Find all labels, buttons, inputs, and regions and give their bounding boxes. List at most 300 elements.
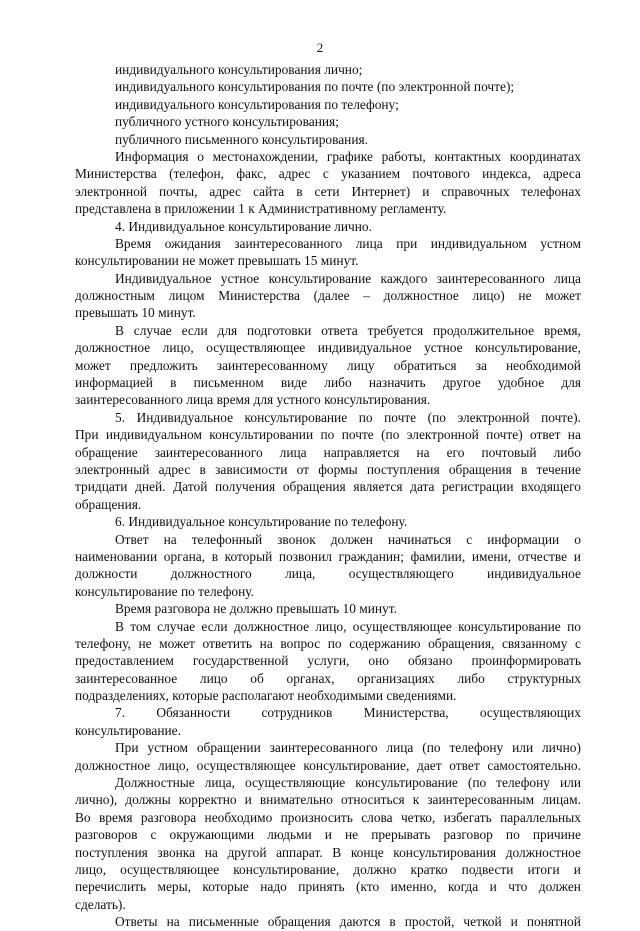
word: осуществляющее [206,340,306,356]
word: должностного [170,566,252,582]
word: должно [353,861,397,877]
word: органах, [286,670,335,686]
word: Министерства, [363,705,449,721]
word: предложить [129,357,198,373]
word: направляется [323,444,400,460]
word: При [75,427,99,443]
word: информацией [75,375,153,391]
word: гражданин; [338,548,404,564]
text-line: публичного письменного консультирования. [115,131,369,147]
word: предоставлением [75,653,174,669]
word: лицо) [472,288,505,304]
word: – [363,288,370,304]
word: заинтересованного [234,235,343,251]
word: по [358,409,373,425]
text-line [75,148,581,165]
word: услуги, [307,653,350,669]
word: четко, [400,809,436,825]
text-line [75,548,581,565]
word: подвести [461,861,514,877]
word: меры, [157,879,191,895]
page-number: 2 [316,40,324,55]
word: В [115,618,124,634]
text-line [75,635,581,652]
word: что [508,879,528,895]
word: наименовании [75,548,158,564]
word: телефонах [521,183,581,199]
word: При [115,740,139,756]
word: по [567,618,581,634]
word: почте [384,409,417,425]
word: простой, [404,914,455,930]
text-line [75,670,581,687]
word: местонахождении, [212,148,319,164]
word: с [575,635,581,651]
word: дней. [135,479,166,495]
text-line [75,844,581,861]
word: органа, [163,548,206,564]
word: к [412,792,420,808]
word: 7. [115,705,126,721]
word: должностное [75,757,151,773]
word: В [332,844,342,860]
word: осуществляющее [120,861,220,877]
word: ответить [202,635,253,651]
word: должностное [75,340,151,356]
word: необходимо [204,809,273,825]
text-line [75,704,581,721]
word: лица, [204,775,235,791]
word: за [475,357,487,373]
word: подготовки [247,322,312,338]
word: с [322,166,329,182]
text-line [75,409,581,426]
text-line [75,426,581,443]
word: письменные [188,914,259,930]
word: заинтересованного [269,740,378,756]
text-line: индивидуального консультирования лично; [115,62,363,77]
word: если [201,618,228,634]
word: осуществляющего [348,566,454,582]
word: или [512,740,534,756]
word: должен [538,879,581,895]
word: людьми [267,827,312,843]
word: содержанию [349,635,421,651]
word: вопрос [280,635,321,651]
word: должности [75,566,138,582]
word: структурных [507,670,581,686]
word: по [320,427,335,443]
word: может [159,635,195,651]
word: обратиться [393,357,457,373]
word: ответ [530,427,561,443]
word: Время [115,235,152,251]
word: контактных [434,148,502,164]
word: Обязанности [156,705,231,721]
text-line: сделать). [75,896,126,912]
word: (по [467,775,487,791]
word: аппарат. [276,844,323,860]
word: должностное [505,844,581,860]
word: и [573,861,581,877]
word: ожидания [164,235,221,251]
word: консультировании [209,427,314,443]
word: звонок [277,531,316,547]
word: индивидуальном [105,427,202,443]
word: сайта [253,183,285,199]
word: консультирование [458,618,561,634]
word: течение [536,461,581,477]
word: фамилии, [410,548,466,564]
word: тридцати [75,479,128,495]
word: В [115,322,124,338]
word: почтового [412,166,470,182]
word: не [138,635,152,651]
text-line [75,652,581,669]
word: должностное [233,618,310,634]
word: лица, [285,566,316,582]
text-line: индивидуального консультирования по почте (по электронной почте); [115,79,515,95]
word: лицо, [75,861,107,877]
word: факс, [236,166,267,182]
word: сети [314,183,340,199]
word: случае [133,322,172,338]
word: по [327,635,342,651]
word: другое [442,375,481,391]
word: поступления [366,461,440,477]
word: в [389,914,396,930]
word: обращения [267,914,331,930]
word: оно [368,653,389,669]
word: 5. [115,409,126,425]
word: в [170,375,177,391]
word: проинформировать [471,653,581,669]
word: разговор [443,827,493,843]
word: избегать [443,809,492,825]
word: осуществляющее [352,618,452,634]
word: либо [324,375,352,391]
word: справочных [441,183,510,199]
word: на [416,444,430,460]
word: Министерства [218,288,300,304]
text-line: превышать 10 минут. [75,305,196,321]
word: (телефон, [169,166,225,182]
word: дает [417,757,442,773]
word: не [345,827,359,843]
word: электронной [457,409,530,425]
word: обращения [448,461,512,477]
word: о [197,148,204,164]
word: осуществляющее [196,757,296,773]
word: при [396,235,418,251]
word: лица [355,235,383,251]
text-line [75,809,581,826]
word: координатах [509,148,581,164]
word: может [75,357,111,373]
word: устном [147,740,188,756]
word: виде [280,375,308,391]
word: окружающими [169,827,255,843]
text-line [75,235,581,252]
text-line [75,565,581,582]
text-line: 4. Индивидуальное консультирование лично. [115,218,372,234]
word: и [324,827,332,843]
text-line: 6. Индивидуальное консультирование по телефону. [115,514,408,530]
word: консультирования [393,844,497,860]
word: почте) [486,427,523,443]
word: случае [157,618,196,634]
word: либо [457,670,485,686]
word: удобное [498,375,545,391]
text-line [75,183,581,200]
word: информации [487,531,560,547]
word: связанному [501,635,568,651]
word: произносить [280,809,353,825]
word: с [466,531,473,547]
word: адрес [209,183,242,199]
word: почты, [159,183,198,199]
word: консультирование, [233,861,340,877]
word: обращения [282,479,346,495]
word: адреса [543,166,581,182]
word: Датой [173,479,208,495]
word: указанием [341,166,401,182]
word: и [244,792,252,808]
word: и [489,879,497,895]
word: если [181,322,208,338]
text-line: представлена в приложении 1 к Административному регламенту. [75,201,447,217]
text-line: обращения. [75,496,142,512]
word: которые [202,879,249,895]
text-line [75,739,581,756]
word: об [250,670,264,686]
word: обращении [196,740,261,756]
word: относиться [340,792,405,808]
word: прерывать [371,827,431,843]
word: и [573,548,581,564]
word: (по [427,409,446,425]
text-line: консультирование по телефону. [75,583,254,599]
word: сотрудников [261,705,333,721]
word: самостоятельно. [487,757,581,773]
word: заинтересованного [436,270,545,286]
word: заинтересованное [75,670,178,686]
text-line: заинтересованного лица время для устного консультирования. [75,392,431,408]
word: начинаться [387,531,452,547]
word: с [150,827,157,843]
word: индивидуальном [430,235,527,251]
word: электронной [406,427,479,443]
word: лица [386,740,414,756]
word: конце [350,844,384,860]
word: разговоров [75,827,138,843]
word: или [559,775,581,791]
word: и [510,914,518,930]
word: назначить [368,375,426,391]
word: почте). [541,409,581,425]
text-line: индивидуального консультирования по телефону; [115,96,399,112]
text-line [75,757,581,774]
word: лицу [346,357,375,373]
word: каждого [380,270,428,286]
word: должен [330,531,373,547]
text-line [75,165,581,182]
word: принять [298,879,345,895]
text-line [75,774,581,791]
word: поступления [75,844,148,860]
word: звонка [157,844,196,860]
word: в [199,461,206,477]
text-line [75,322,581,339]
word: телефону, [75,635,131,651]
word: (далее [313,288,350,304]
word: (кто [356,879,380,895]
word: адрес [158,461,191,477]
word: зависимости [215,461,288,477]
word: Индивидуальное [115,270,212,286]
word: заинтересованным [427,792,535,808]
word: электронной [75,183,148,199]
word: дата [410,479,435,495]
text-line: консультировании не может превышать 15 минут. [75,253,359,269]
word: лицо, [162,340,194,356]
word: получения [214,479,276,495]
word: кратко [410,861,448,877]
word: (по [381,427,400,443]
word: необходимой [506,357,581,373]
word: имени, [471,548,512,564]
word: работы, [381,148,426,164]
word: государственной [192,653,289,669]
text-line: подразделениях, которые располагают необходимыми сведениями. [75,688,457,704]
word: ответ [449,757,480,773]
word: консультирование, [303,757,410,773]
text-line [75,531,581,548]
word: для [561,375,581,391]
word: индивидуальное [487,566,581,582]
word: регистрации [442,479,514,495]
word: о [574,531,581,547]
word: лица [554,270,581,286]
word: консультирование [244,409,348,425]
word: корректно [178,792,237,808]
word: устное [220,270,260,286]
word: должностное [383,288,459,304]
word: лицо [199,670,228,686]
word: Должностные [115,775,195,791]
word: лично), [75,792,118,808]
word: в [520,461,528,477]
text-line [75,374,581,391]
word: на [567,427,581,443]
word: почтовый [481,444,537,460]
text-line [75,826,581,843]
text-line: Время разговора не должно превышать 10 минут. [115,601,397,617]
text-line: консультирование. [75,722,181,738]
word: Ответ [115,531,149,547]
word: лица [279,444,307,460]
word: устном [540,235,581,251]
word: Индивидуальное [136,409,234,425]
word: (по [422,740,441,756]
word: телефонный [191,531,263,547]
word: по [505,827,520,843]
word: либо [553,444,581,460]
word: заинтересованному [216,357,328,373]
word: который [224,548,273,564]
word: обязано [408,653,453,669]
text-line: публичного устного консультирования; [115,114,339,130]
word: Ответы [115,914,158,930]
word: должностным [75,288,155,304]
word: параллельных [500,809,581,825]
word: консультирование [268,270,372,286]
word: не [518,288,532,304]
text-line [75,461,581,478]
word: индекса, [482,166,531,182]
word: когда [448,879,479,895]
word: понятной [526,914,581,930]
word: на [259,635,273,651]
word: перечислить [75,879,147,895]
word: ответа [321,322,358,338]
word: Во [75,809,91,825]
document-body [75,61,581,931]
word: и [422,183,430,199]
word: должны [125,792,171,808]
word: консультирование [355,775,458,791]
word: может [545,288,581,304]
word: лично) [542,740,581,756]
word: лицом [168,288,205,304]
word: графике [326,148,373,164]
text-line [75,357,581,374]
word: другой [227,844,267,860]
word: требуется [367,322,424,338]
word: почте [341,427,374,443]
text-line [75,791,581,808]
word: Министерства [75,166,157,182]
text-line [75,287,581,304]
word: лицо, [315,618,347,634]
word: индивидуальное [317,340,412,356]
word: обращения, [428,635,495,651]
word: даются [339,914,381,930]
word: устное [424,340,463,356]
text-line [75,444,581,461]
word: том [130,618,151,634]
word: слова [361,809,393,825]
word: лицам. [542,792,581,808]
word: позвонил [278,548,332,564]
word: осуществляющие [244,775,346,791]
word: на [204,844,218,860]
word: электронный [75,461,150,477]
word: четкой [463,914,502,930]
text-line [75,861,581,878]
word: заинтересованного [154,444,263,460]
word: надо [260,879,287,895]
text-line [75,878,581,895]
word: консультирование, [474,340,581,356]
word: осуществляющих [479,705,581,721]
word: причине [532,827,581,843]
word: лицо, [157,757,189,773]
word: время [98,809,133,825]
word: его [446,444,465,460]
word: время, [543,322,581,338]
word: Интернет) [351,183,411,199]
